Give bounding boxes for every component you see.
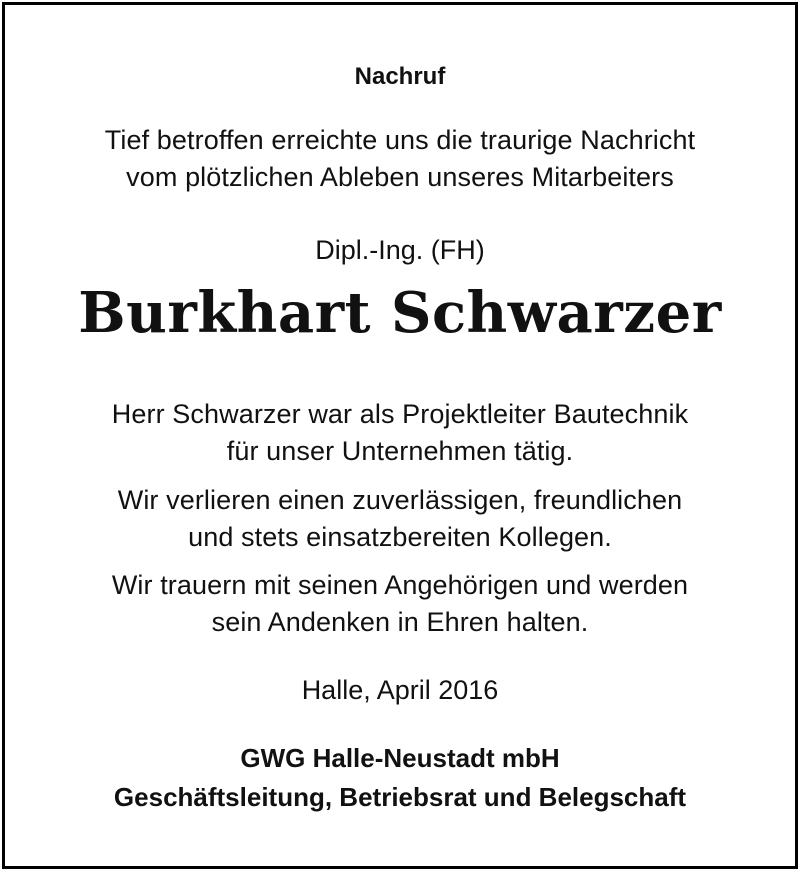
paragraph-line-4: und stets einsatzbereiten Kollegen. [188, 522, 612, 552]
intro-line-2: vom plötzlichen Ableben unseres Mitarbeiters [126, 162, 674, 192]
paragraph-line-2: für unser Unternehmen tätig. [226, 436, 574, 466]
academic-title: Dipl.-Ing. (FH) [315, 235, 485, 265]
deceased-name: Burkhart Schwarzer [78, 280, 722, 346]
paragraph-line-6: sein Andenken in Ehren halten. [211, 607, 589, 637]
intro-line-1: Tief betroffen erreichte uns die traurige Nachricht [104, 125, 696, 155]
company-name: GWG Halle-Neustadt mbH [240, 743, 560, 773]
paragraph-line-1: Herr Schwarzer war als Projektleiter Bautechnik [111, 399, 689, 429]
paragraph-line-3: Wir verlieren einen zuverlässigen, freundlichen [117, 485, 683, 515]
obituary-notice [2, 2, 798, 869]
paragraph-line-5: Wir trauern mit seinen Angehörigen und werden [111, 570, 689, 600]
company-signatories: Geschäftsleitung, Betriebsrat und Belegschaft [113, 782, 687, 812]
place-and-date: Halle, April 2016 [301, 675, 499, 705]
notice-heading: Nachruf [354, 63, 446, 90]
